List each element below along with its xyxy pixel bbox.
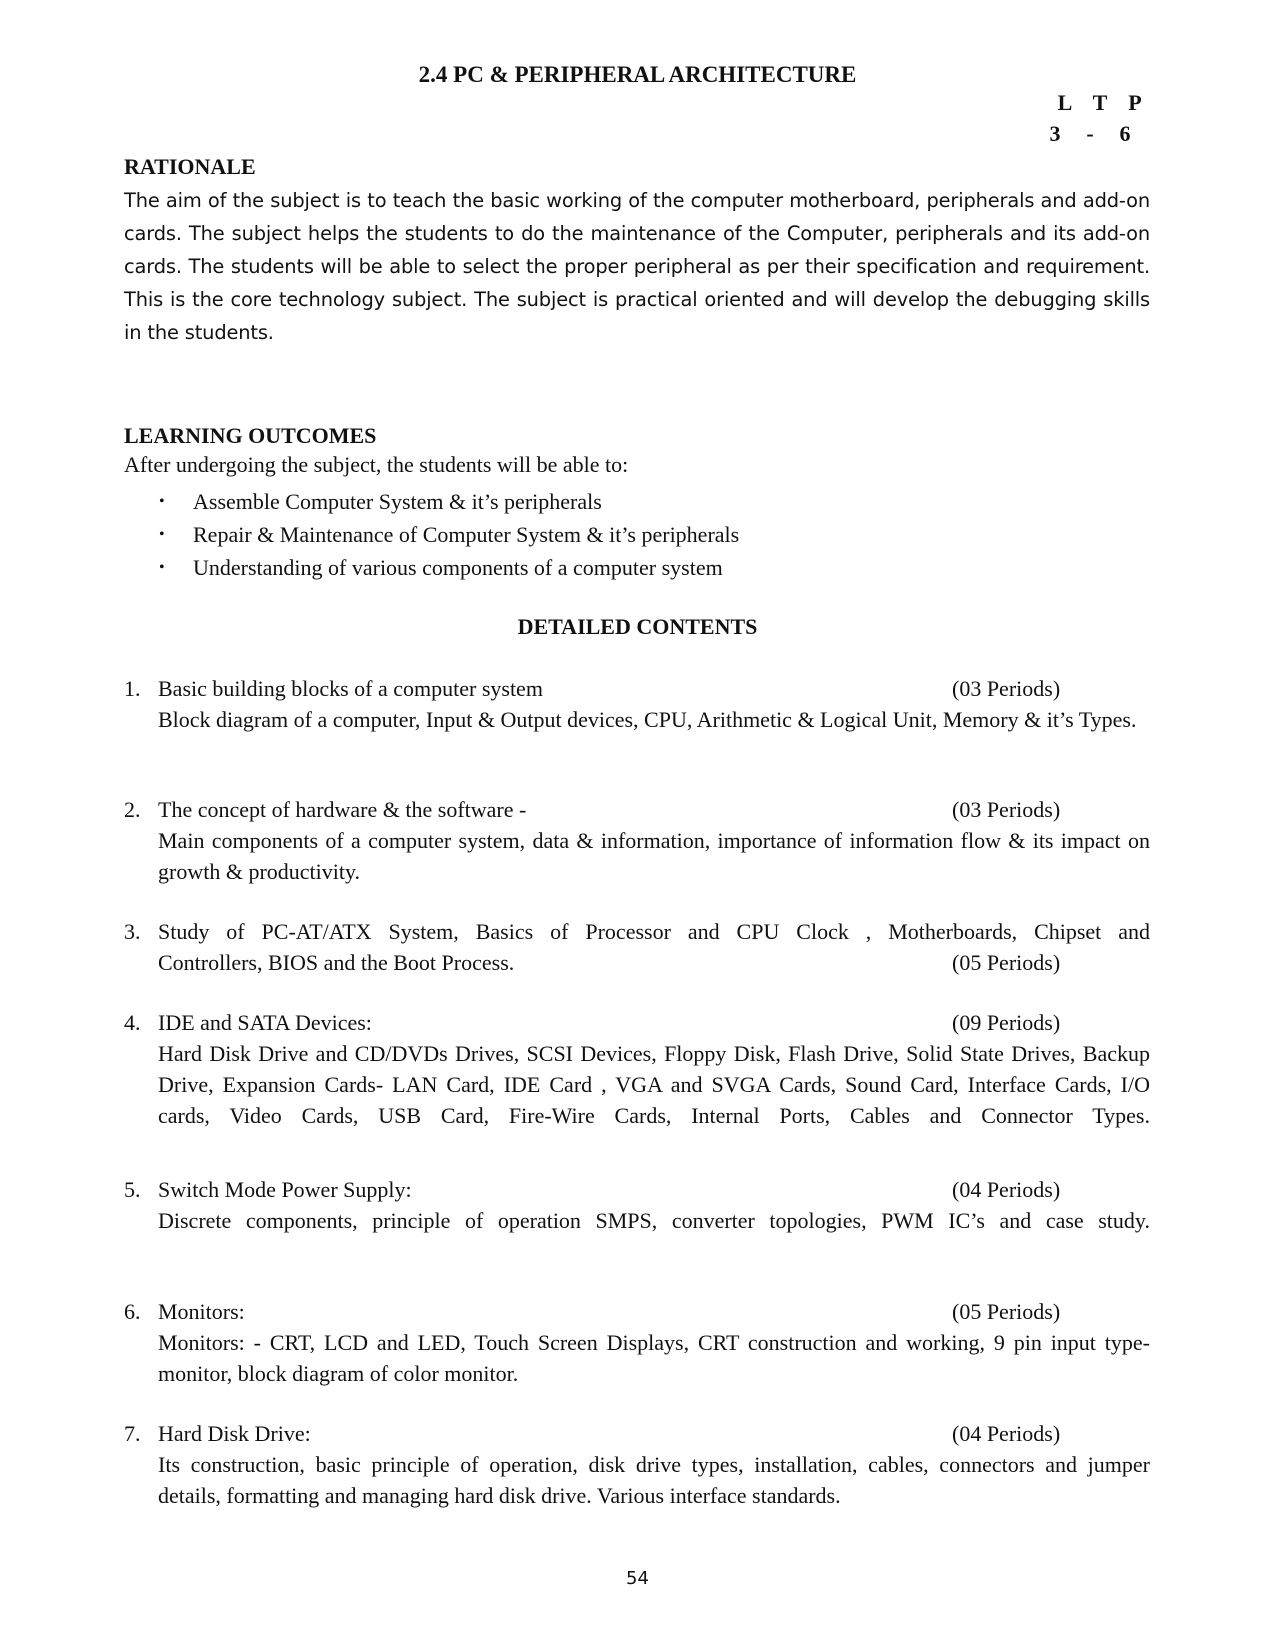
ltp-header-t: T	[1092, 90, 1108, 115]
list-item: • Assemble Computer System & it’s peripherals	[124, 485, 739, 518]
item-periods: (03 Periods)	[952, 797, 1061, 822]
content-item-1	[124, 673, 1150, 735]
bullet-icon: •	[159, 559, 165, 576]
rationale-heading: RATIONALE	[124, 154, 256, 179]
detailed-contents-heading: DETAILED CONTENTS	[517, 614, 758, 639]
item-topic: Switch Mode Power Supply:	[158, 1177, 412, 1202]
item-periods: (04 Periods)	[952, 1421, 1061, 1446]
bullet-icon: •	[159, 493, 165, 510]
item-topic: Hard Disk Drive:	[158, 1421, 311, 1446]
bullet-icon: •	[159, 526, 165, 543]
item-number: 3.	[124, 919, 141, 944]
item-number: 5.	[124, 1177, 141, 1202]
item-topic: IDE and SATA Devices:	[158, 1010, 372, 1035]
item-description: Its construction, basic principle of operation, disk drive types, installation, cables, connectors and jumper details, formatting and managing hard disk drive. Various interface standards.	[158, 1452, 1150, 1508]
page-number: 54	[626, 1568, 649, 1589]
item-topic: Study of PC-AT/ATX System, Basics of Processor and CPU Clock , Motherboards, Chipset and	[158, 919, 1150, 944]
content-item-6	[124, 1296, 1150, 1389]
item-description: Discrete components, principle of operation SMPS, converter topologies, PWM IC’s and case study.	[158, 1208, 1150, 1233]
content-item-4	[124, 1007, 1150, 1131]
list-item: • Repair & Maintenance of Computer System & it’s peripherals	[124, 518, 739, 551]
page-title: 2.4 PC & PERIPHERAL ARCHITECTURE	[418, 62, 857, 87]
item-number: 6.	[124, 1299, 141, 1324]
item-number: 4.	[124, 1010, 141, 1035]
item-periods: (09 Periods)	[952, 1010, 1061, 1035]
ltp-value-row	[1040, 121, 1140, 147]
ltp-header-row	[1050, 90, 1150, 116]
item-number: 7.	[124, 1421, 141, 1446]
ltp-header-p: P	[1128, 90, 1142, 115]
item-topic: Basic building blocks of a computer system	[158, 676, 543, 701]
item-description: Hard Disk Drive and CD/DVDs Drives, SCSI Devices, Floppy Disk, Flash Drive, Solid State Drives, Backup Drive, Expansion Cards- LAN Card, IDE Card , VGA and SVGA Cards, Sound Card, Interface Cards, I/O cards, Video Cards, USB Card, Fire-Wire Cards, Internal Ports, Cables and Connector Types.	[158, 1041, 1150, 1128]
content-item-3	[124, 916, 1150, 978]
item-topic: The concept of hardware & the software -	[158, 797, 527, 822]
item-description: Main components of a computer system, data & information, importance of information flow & its impact on growth & productivity.	[158, 828, 1150, 884]
item-topic-continued: Controllers, BIOS and the Boot Process.	[158, 950, 515, 975]
item-periods: (05 Periods)	[952, 950, 1061, 975]
content-item-7	[124, 1418, 1150, 1511]
item-periods: (05 Periods)	[952, 1299, 1061, 1324]
content-item-5	[124, 1174, 1150, 1236]
learning-outcomes-list	[124, 485, 739, 584]
rationale-text: The aim of the subject is to teach the basic working of the computer motherboard, peripherals and add-on cards. The subject helps the students to do the maintenance of the Computer, peripherals and its add-on cards. The students will be able to select the proper peripheral as per their specification and requirement. This is the core technology subject. The subject is practical oriented and will develop the debugging skills in the students.	[124, 189, 1150, 344]
content-item-2	[124, 794, 1150, 887]
item-description: Monitors: - CRT, LCD and LED, Touch Screen Displays, CRT construction and working, 9 pin input type-monitor, block diagram of color monitor.	[158, 1330, 1150, 1386]
ltp-value-p: 6	[1119, 121, 1131, 146]
item-topic: Monitors:	[158, 1299, 245, 1324]
item-description: Block diagram of a computer, Input & Output devices, CPU, Arithmetic & Logical Unit, Memory & it’s Types.	[158, 707, 1137, 732]
item-periods: (04 Periods)	[952, 1177, 1061, 1202]
learning-outcomes-intro: After undergoing the subject, the students will be able to:	[124, 452, 629, 477]
item-number: 1.	[124, 676, 141, 701]
ltp-header-l: L	[1057, 90, 1073, 115]
learning-outcomes-heading: LEARNING OUTCOMES	[124, 423, 377, 448]
ltp-value-l: 3	[1049, 121, 1061, 146]
ltp-value-t: -	[1086, 121, 1094, 146]
list-item: • Understanding of various components of a computer system	[124, 551, 739, 584]
item-number: 2.	[124, 797, 141, 822]
item-periods: (03 Periods)	[952, 676, 1061, 701]
